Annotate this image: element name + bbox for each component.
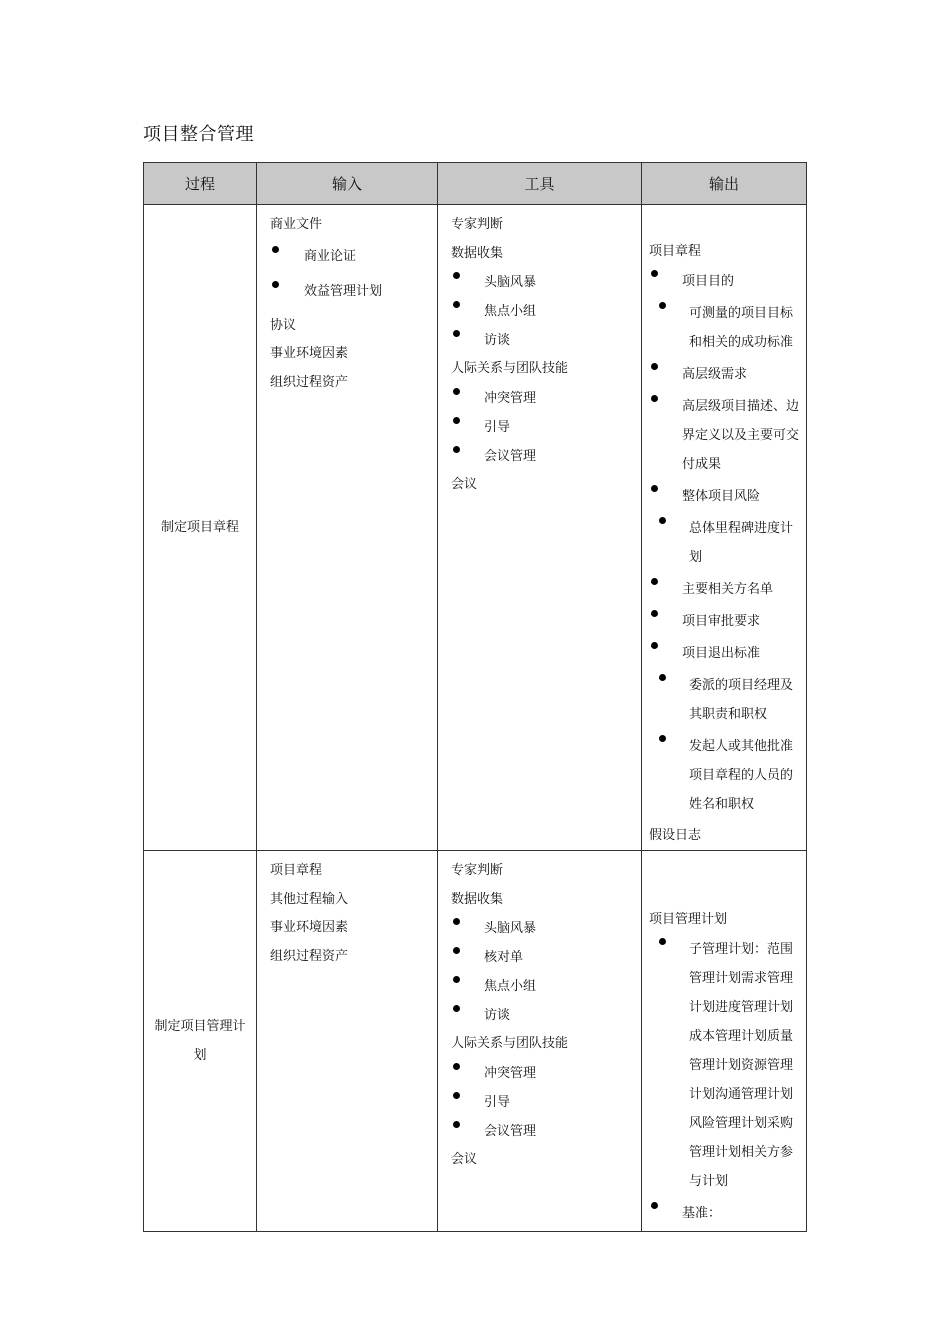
input-subitem: 商业论证 (270, 242, 431, 271)
output-subitem: 项目退出标准 (649, 639, 800, 668)
outputs-cell (642, 851, 807, 1232)
inputs-cell (257, 851, 438, 1232)
header-input: 输入 (257, 163, 438, 205)
input-subitem: 效益管理计划 (270, 277, 431, 306)
tools-cell (438, 205, 642, 851)
header-tools: 工具 (438, 163, 642, 205)
header-process: 过程 (144, 163, 257, 205)
tool-item: 专家判断 (451, 217, 504, 232)
input-item: 组织过程资产 (270, 948, 349, 964)
tool-item: 专家判断 (451, 863, 504, 878)
input-item: 组织过程资产 (270, 374, 349, 390)
tool-subitem: 引导 (451, 413, 635, 442)
input-item: 项目章程 (270, 863, 323, 878)
tool-subitem: 头脑风暴 (451, 914, 635, 943)
input-item: 协议 (270, 317, 297, 333)
output-subitem: 高层级需求 (649, 360, 800, 389)
tool-subitem: 访谈 (451, 326, 635, 355)
table-row (144, 851, 807, 1232)
tool-item: 人际关系与团队技能 (451, 1036, 569, 1051)
tool-subitem: 冲突管理 (451, 384, 635, 413)
output-subitem: 主要相关方名单 (649, 575, 800, 604)
tool-subitem: 访谈 (451, 1001, 635, 1030)
tools-cell (438, 851, 642, 1232)
output-subitem: 整体项目风险 (649, 482, 800, 511)
tool-subitem: 会议管理 (451, 1117, 635, 1146)
tool-subitem: 引导 (451, 1088, 635, 1117)
tool-subitem: 焦点小组 (451, 297, 635, 326)
output-item: 项目管理计划 (649, 912, 728, 927)
process-cell: 制定项目管理计划 (144, 851, 257, 1232)
table-header-row (144, 163, 807, 205)
input-item: 其他过程输入 (270, 891, 349, 907)
page-title: 项目整合管理 (143, 124, 254, 145)
tool-subitem: 头脑风暴 (451, 268, 635, 297)
output-item: 项目章程 (649, 244, 702, 259)
header-output: 输出 (642, 163, 807, 205)
tool-item: 数据收集 (451, 245, 504, 261)
tool-item: 会议 (451, 476, 478, 492)
output-subitem: 可测量的项目目标和相关的成功标准 (649, 299, 800, 357)
outputs-cell (642, 205, 807, 851)
input-item: 事业环境因素 (270, 920, 349, 935)
tool-item: 数据收集 (451, 891, 504, 907)
input-item: 商业文件 (270, 217, 323, 232)
output-subitem: 基准： (649, 1199, 800, 1228)
tool-subitem: 冲突管理 (451, 1059, 635, 1088)
tool-subitem: 焦点小组 (451, 972, 635, 1001)
input-item: 事业环境因素 (270, 346, 349, 361)
tool-subitem: 核对单 (451, 943, 635, 972)
inputs-cell (257, 205, 438, 851)
output-subitem: 高层级项目描述、边界定义以及主要可交付成果 (649, 392, 800, 479)
output-subitem: 发起人或其他批准项目章程的人员的姓名和职权 (649, 732, 800, 819)
tool-item: 人际关系与团队技能 (451, 361, 569, 376)
output-subitem: 总体里程碑进度计划 (649, 514, 800, 572)
table-row (144, 205, 807, 851)
output-subitem: 项目审批要求 (649, 607, 800, 636)
output-subitem: 项目目的 (649, 267, 800, 296)
integration-management-table (143, 162, 807, 1232)
tool-item: 会议 (451, 1151, 478, 1167)
output-item: 假设日志 (649, 827, 702, 843)
process-cell: 制定项目章程 (144, 205, 257, 851)
output-subitem: 委派的项目经理及其职责和职权 (649, 671, 800, 729)
output-subitem: 子管理计划：范围管理计划需求管理计划进度管理计划成本管理计划质量管理计划资源管理计划沟通管理计划风险管理计划采购管理计划相关方参与计划 (649, 935, 800, 1196)
tool-subitem: 会议管理 (451, 442, 635, 471)
